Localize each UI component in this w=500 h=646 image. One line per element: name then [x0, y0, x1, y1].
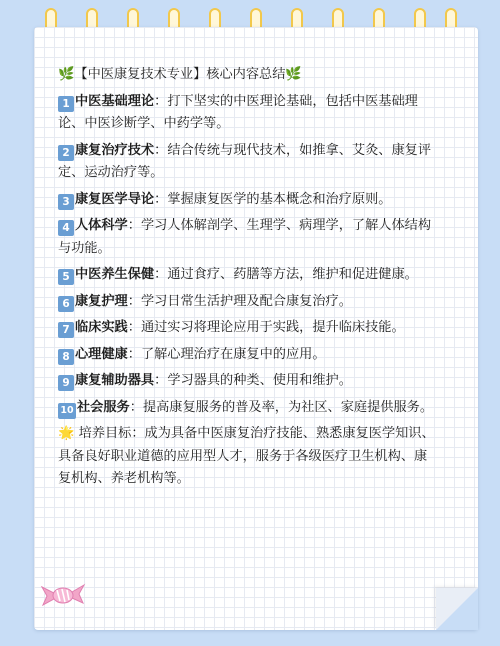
item-description: 学习日常生活护理及配合康复治疗。 — [140, 293, 352, 309]
list-item — [58, 140, 438, 185]
item-separator: ： — [127, 293, 141, 309]
number-badge: 10 — [58, 403, 76, 419]
item-separator: ： — [127, 346, 141, 362]
item-term: 中医基础理论 — [75, 93, 155, 109]
item-description: 学习器具的种类、使用和维护。 — [167, 373, 352, 388]
item-term: 人体科学 — [75, 218, 128, 233]
page-title — [58, 64, 438, 87]
goal-text: 培养目标：成为具备中医康复治疗技能、熟悉康复医学知识、具备良好职业道德的应用型人才，服务于各级医疗卫生机构、康复机构、养老机构等。 — [58, 426, 435, 486]
training-goal — [58, 423, 438, 491]
item-description: 打下坚实的中医理论基础，包括中医基础理论、中医诊断学、中药学等。 — [58, 93, 418, 131]
number-badge: 8 — [58, 349, 74, 365]
item-separator: ： — [129, 399, 143, 415]
item-term: 临床实践 — [75, 320, 128, 335]
item-separator: ： — [127, 320, 141, 335]
item-term: 康复治疗技术 — [75, 142, 155, 158]
number-badge: 9 — [58, 375, 74, 391]
glowing-star-icon: 🌟 — [58, 426, 75, 441]
item-description: 结合传统与现代技术，如推拿、艾灸、康复评定、运动治疗等。 — [58, 142, 432, 180]
list-item — [58, 215, 438, 260]
item-term: 心理健康 — [75, 346, 128, 362]
item-term: 中医养生保健 — [75, 267, 155, 282]
item-description: 学习人体解剖学、生理学、病理学，了解人体结构与功能。 — [58, 218, 432, 256]
item-term: 康复辅助器具 — [75, 373, 155, 388]
item-description: 通过实习将理论应用于实践，提升临床技能。 — [140, 320, 405, 335]
number-badge: 3 — [58, 194, 74, 210]
number-badge: 7 — [58, 322, 74, 338]
summary-content — [58, 64, 438, 491]
page-curl — [436, 588, 478, 630]
herb-leaf-icon: 🌿 — [58, 67, 75, 82]
list-item — [58, 291, 438, 314]
item-separator: ： — [154, 142, 168, 158]
item-term: 康复护理 — [75, 293, 128, 309]
title-text: 【中医康复技术专业】核心内容总结 — [74, 67, 286, 82]
number-badge: 6 — [58, 296, 74, 312]
item-description: 掌握康复医学的基本概念和治疗原则。 — [167, 191, 392, 207]
number-badge: 1 — [58, 96, 74, 112]
item-term: 康复医学导论 — [75, 191, 155, 207]
item-description: 提高康复服务的普及率，为社区、家庭提供服务。 — [142, 399, 434, 415]
herb-leaf-icon: 🌿 — [285, 67, 302, 82]
list-item — [58, 91, 438, 136]
list-item — [58, 264, 438, 287]
item-separator: ： — [127, 218, 141, 233]
item-description: 了解心理治疗在康复中的应用。 — [140, 346, 326, 362]
item-separator: ： — [154, 267, 168, 282]
list-item — [58, 370, 438, 393]
list-item — [58, 317, 438, 340]
item-separator: ： — [154, 191, 168, 207]
item-description: 通过食疗、药膳等方法，维护和促进健康。 — [167, 267, 418, 282]
list-item — [58, 189, 438, 212]
number-badge: 2 — [58, 145, 74, 161]
list-item — [58, 344, 438, 367]
item-separator: ： — [154, 373, 168, 388]
item-term: 社会服务 — [77, 399, 130, 415]
number-badge: 5 — [58, 269, 74, 285]
number-badge: 4 — [58, 220, 74, 236]
list-item — [58, 397, 438, 420]
candy-icon — [40, 581, 86, 609]
item-separator: ： — [154, 93, 168, 109]
